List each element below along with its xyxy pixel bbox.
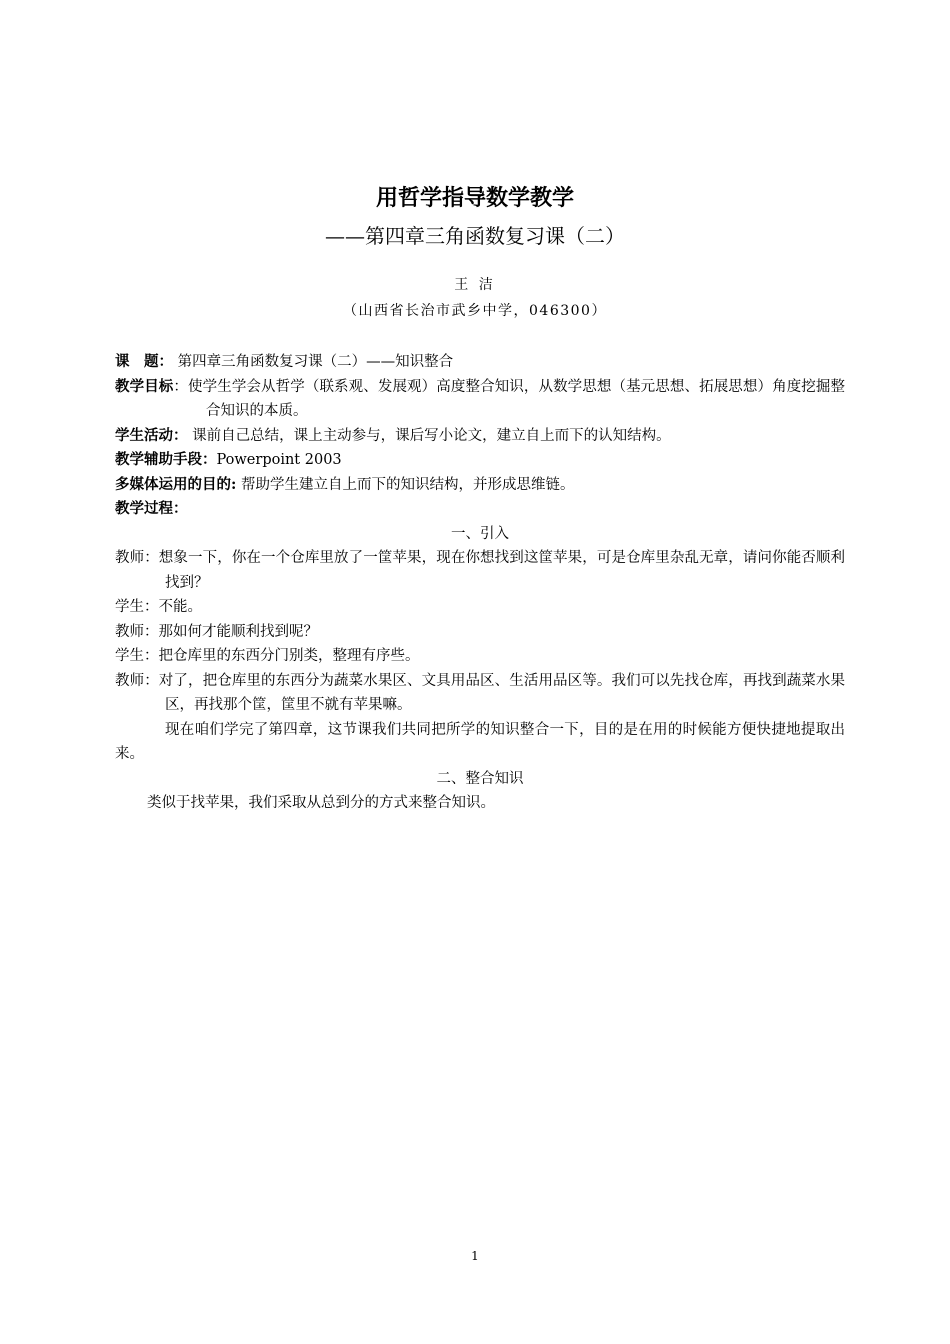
process-line — [115, 497, 845, 522]
dialogue-line: 教师：对了，把仓库里的东西分为蔬菜水果区、文具用品区、生活用品区等。我们可以先找仓库，再找到蔬菜水果区，再找那个筐，筐里不就有苹果嘛。 — [115, 672, 845, 713]
goal-label: 教学目标 — [115, 377, 174, 395]
activity-label: 学生活动： — [115, 426, 188, 444]
page-number: 1 — [471, 1249, 479, 1263]
section1-paragraph: 现在咱们学完了第四章，这节课我们共同把所学的知识整合一下，目的是在用的时候能方便快捷地提取出来。 — [115, 721, 845, 762]
media-label: 多媒体运用的目的: — [115, 475, 237, 493]
document-subtitle: ——第四章三角函数复习课（二） — [325, 224, 625, 248]
aid-value: Powerpoint 2003 — [216, 452, 342, 468]
dialogue-line: 学生：不能。 — [115, 599, 202, 615]
author-name: 王 洁 — [454, 277, 496, 293]
document-title: 用哲学指导数学教学 — [375, 185, 574, 211]
dialogue-line: 教师：那如何才能顺利找到呢？ — [115, 623, 318, 640]
topic-value: 第四章三角函数复习课（二）——知识整合 — [173, 354, 454, 370]
activity-value: 课前自己总结，课上主动参与，课后写小论文，建立自上而下的认知结构。 — [187, 427, 671, 444]
process-label: 教学过程： — [115, 500, 188, 517]
topic-line — [115, 350, 845, 375]
activity-line — [115, 424, 845, 449]
goal-value: ：使学生学会从哲学（联系观、发展观）高度整合知识，从数学思想（基元思想、拓展思想）角度挖掘整合知识的本质。 — [173, 378, 846, 419]
author-affiliation: （山西省长治市武乡中学，046300） — [343, 303, 607, 319]
goal-line — [115, 375, 845, 424]
dialogue-line: 学生：把仓库里的东西分门别类，整理有序些。 — [115, 648, 420, 664]
media-line — [115, 473, 845, 498]
aid-label: 教学辅助手段： — [115, 451, 217, 468]
media-value: 帮助学生建立自上而下的知识结构，并形成思维链。 — [236, 476, 575, 493]
document-body — [115, 350, 845, 816]
dialogue-line: 教师：想象一下，你在一个仓库里放了一筐苹果，现在你想找到这筐苹果，可是仓库里杂乱无章，请问你能否顺利找到？ — [115, 550, 845, 591]
section2-heading: 二、整合知识 — [436, 770, 524, 787]
aid-line — [115, 448, 845, 473]
section1-heading: 一、引入 — [451, 525, 509, 542]
section2-paragraph: 类似于找苹果，我们采取从总到分的方式来整合知识。 — [147, 795, 495, 811]
topic-label: 课 题： — [115, 353, 173, 370]
